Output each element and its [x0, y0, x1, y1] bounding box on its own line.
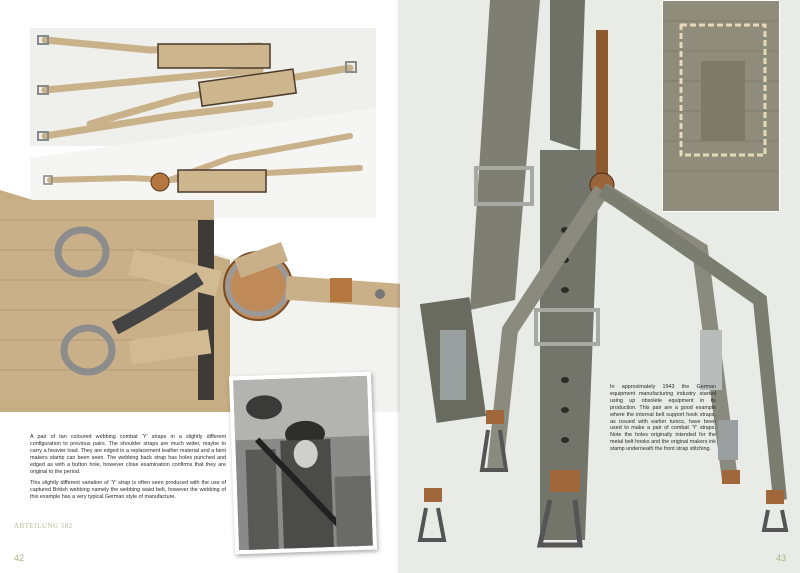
- caption-left-paragraph-2: This slightly different variation of ‘Y’ strap is often seen produced with the use of captured British webbing namely the webbing waist belt, however the webbing of this example has a very typical German style of manufacture.: [30, 480, 226, 501]
- caption-right: [610, 384, 716, 458]
- page-number-left: 42: [14, 553, 25, 563]
- photo-stitching-detail: [662, 0, 780, 212]
- brand-logo: ABTEILUNG 502: [14, 522, 73, 530]
- caption-left: [30, 434, 226, 506]
- caption-right-paragraph: In approximately 1943 the German equipment manufacturing industry started using up obsolete equipment in its production. This pair are a good example where the internal belt support hook straps, as issued with earlier tunics, have been used to make a pair of combat ‘Y’ straps. Note the holes originally intended for the metal belt hooks and the original makers ink stamp underneath the front strap stitching.: [610, 384, 716, 453]
- right-page: [400, 0, 800, 573]
- photo-wartime-soldiers: [229, 372, 377, 555]
- caption-left-paragraph-1: A pair of tan coloured webbing combat ‘Y’ straps in a slightly different configuration to previous pairs. The shoulder straps are much wider, maybe to carry a heavier load. They are edged in a replacement leather material and a faint makers stamp can been seen. The webbing back strap has holes punched and edged as with a button hole, however close examination confirms that they are original to the period.: [30, 434, 226, 475]
- page-number-right: 43: [776, 553, 787, 563]
